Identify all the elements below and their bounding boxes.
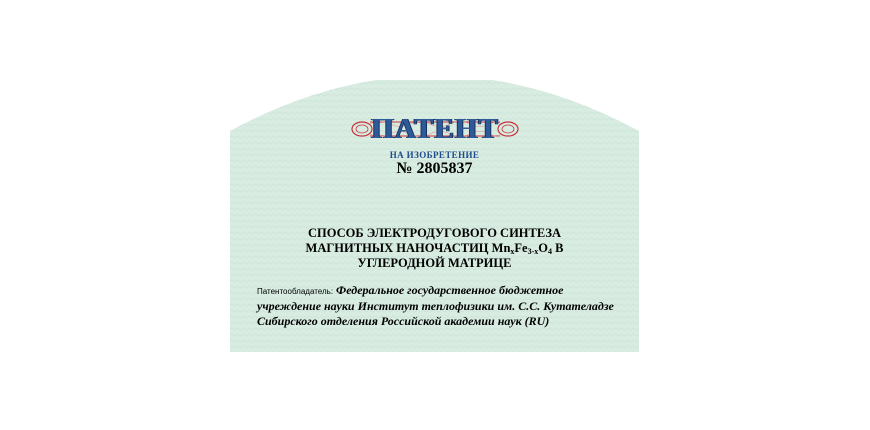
title-line-3: УГЛЕРОДНОЙ МАТРИЦЕ (357, 256, 512, 270)
document-subtitle: НА ИЗОБРЕТЕНИЕ (389, 150, 480, 160)
emblem-text: ПАТЕНТ (371, 113, 499, 145)
patent-number: № 2805837 (396, 160, 473, 177)
holder-value: Федеральное государственное бюджетное учреждение науки Институт теплофизики им. С.С. Кутателадзе Сибирского отделения Российской академии наук (RU) (257, 283, 614, 328)
title-line-1: СПОСОБ ЭЛЕКТРОДУГОВОГО СИНТЕЗА (308, 226, 561, 240)
patent-emblem (350, 113, 520, 145)
holder-label: Патентообладатель: (257, 287, 334, 296)
patent-holder (257, 283, 627, 329)
invention-title (270, 226, 599, 271)
title-line-2: МАГНИТНЫХ НАНОЧАСТИЦ $Mn_xFe_{3-x}O_4$ В (305, 241, 564, 256)
patent-document (230, 80, 639, 352)
